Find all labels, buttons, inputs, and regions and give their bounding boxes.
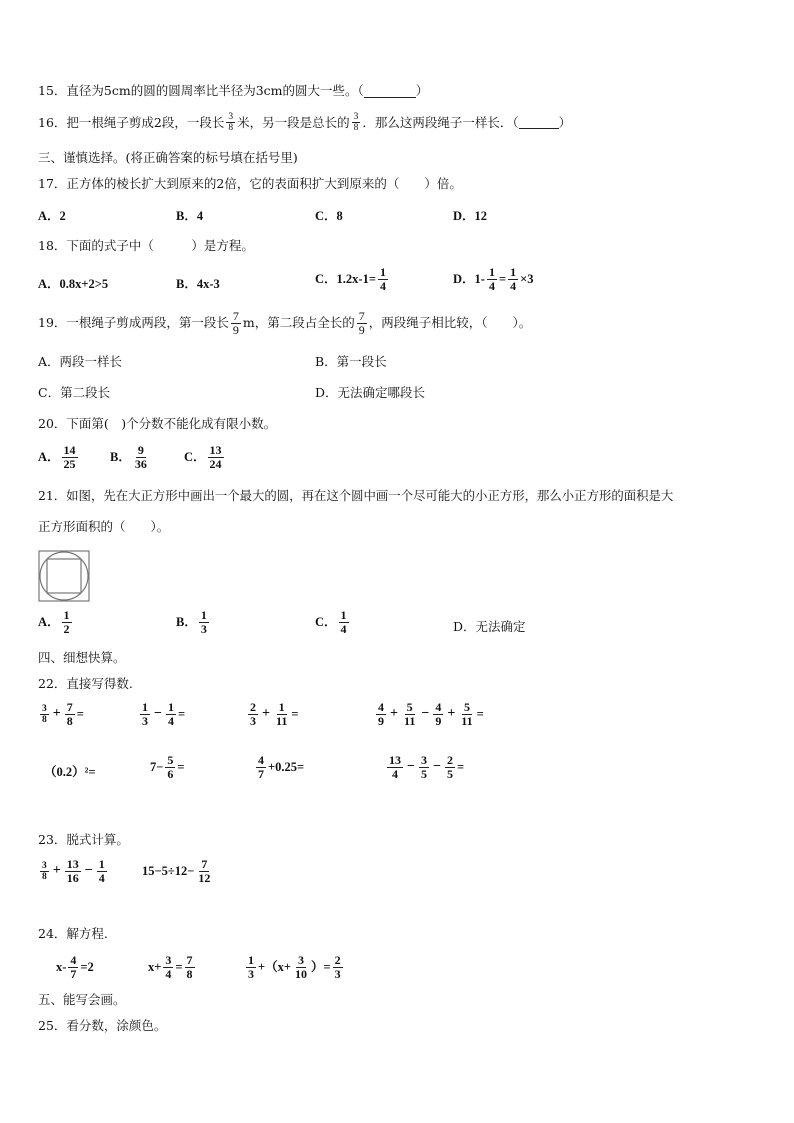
- numerator: 2: [446, 753, 453, 767]
- numerator: 13: [66, 857, 79, 871]
- equals-sign: =: [456, 760, 465, 775]
- numerator: 5: [463, 700, 470, 714]
- question-19-post: ，两段绳子相比较，（ ）。: [368, 315, 532, 331]
- fraction: [246, 954, 256, 981]
- numerator: 1: [379, 265, 386, 279]
- equation: [148, 954, 197, 981]
- numerator: 4: [378, 700, 384, 714]
- expression: [38, 701, 84, 728]
- denominator: 11: [403, 713, 416, 728]
- section-4-heading: 四、细想快算。: [38, 650, 126, 665]
- denominator: 3: [142, 713, 148, 728]
- denominator: 7: [258, 766, 264, 781]
- option-b[interactable]: [176, 609, 211, 636]
- fraction: [62, 444, 78, 471]
- denominator: 9: [358, 322, 365, 337]
- denominator: 8: [66, 713, 73, 728]
- question-21-line1: 21．如图，先在大正方形中画出一个最大的圆，再在这个圆中画一个尽可能大的小正方形，那么小正方形的面积是大: [38, 488, 674, 503]
- fraction: [376, 701, 386, 728]
- numerator: 7: [232, 309, 239, 323]
- fraction: [68, 954, 78, 981]
- fraction: [65, 701, 75, 728]
- numerator: 13: [209, 443, 222, 457]
- numerator: 7: [66, 700, 73, 714]
- fraction: [140, 701, 150, 728]
- fraction: [293, 954, 309, 981]
- operator: −: [421, 706, 430, 722]
- fraction: [133, 444, 149, 471]
- fraction: [419, 754, 429, 781]
- denominator: 3: [250, 713, 256, 728]
- fraction: [199, 609, 209, 636]
- option-a[interactable]: A．两段一样长: [38, 354, 123, 369]
- equals-sign: =: [175, 960, 183, 975]
- numerator: 1: [167, 700, 174, 714]
- denominator: 24: [209, 456, 222, 471]
- denominator: 8: [228, 123, 234, 134]
- equation-text: ）=: [311, 960, 331, 975]
- question-20-stem: 20．下面第( )个分数不能化成有限小数。: [38, 416, 277, 431]
- numerator: 7: [201, 857, 208, 871]
- numerator: 3: [298, 953, 304, 967]
- numerator: 1: [248, 953, 254, 967]
- option-d-text: D．1-: [453, 272, 485, 287]
- numerator: 1: [142, 700, 148, 714]
- denominator: 4: [488, 278, 495, 293]
- denominator: 4: [379, 278, 386, 293]
- question-23-stem: 23．脱式计算。: [38, 832, 129, 847]
- denominator: 4: [392, 766, 398, 781]
- question-16-post: ．那么这两段绳子一样长．（: [362, 114, 519, 130]
- equation: [244, 954, 345, 981]
- fraction: [185, 954, 195, 981]
- equals-sign: =: [476, 707, 484, 722]
- operator: −: [84, 863, 93, 879]
- option-label: C．: [315, 615, 337, 630]
- denominator: 8: [42, 871, 47, 882]
- fraction: [226, 112, 235, 134]
- numerator: 7: [358, 309, 365, 323]
- fraction: [333, 954, 343, 981]
- option-b[interactable]: B．4x-3: [176, 277, 220, 291]
- option-d[interactable]: D．无法确定: [453, 619, 526, 634]
- denominator: 4: [165, 966, 172, 981]
- equals-sign: =: [177, 760, 185, 775]
- denominator: 9: [435, 713, 442, 728]
- denominator: 10: [295, 966, 307, 981]
- option-b[interactable]: [110, 444, 151, 471]
- fraction: [433, 701, 443, 728]
- denominator: 8: [186, 966, 193, 981]
- fraction: [165, 754, 175, 781]
- expression: [385, 754, 464, 781]
- numerator: 1: [278, 700, 285, 714]
- option-d[interactable]: D．无法确定哪段长: [315, 385, 426, 400]
- numerator: 1: [200, 608, 207, 622]
- denominator: 2: [63, 621, 70, 636]
- denominator: 9: [232, 322, 239, 337]
- option-a[interactable]: A．2: [38, 209, 66, 223]
- fraction: [65, 858, 81, 885]
- numerator: 2: [250, 700, 256, 714]
- expression: [254, 754, 304, 781]
- denominator: 7: [70, 966, 77, 981]
- operator: −: [432, 759, 441, 775]
- option-d[interactable]: D．12: [453, 209, 488, 223]
- fraction: [97, 858, 107, 885]
- option-c[interactable]: [315, 266, 390, 293]
- equals-sign: =: [177, 707, 186, 722]
- numerator: 3: [165, 953, 172, 967]
- expression-text: +0.25=: [268, 760, 305, 775]
- question-18-stem: 18．下面的式子中（ ）是方程。: [38, 238, 254, 253]
- question-16-pre: 16．把一根绳子剪成2段，一段长: [38, 114, 225, 130]
- fraction: [402, 701, 417, 728]
- denominator: 4: [510, 278, 517, 293]
- equals-sign: =: [498, 272, 507, 287]
- fraction: [339, 609, 349, 636]
- numerator: 1: [340, 608, 347, 622]
- operator: +: [447, 706, 456, 722]
- fraction: [487, 266, 497, 293]
- question-19-stem: [38, 310, 531, 337]
- option-a[interactable]: A．0.8x+2>5: [38, 277, 109, 291]
- numerator: 3: [420, 753, 427, 767]
- numerator: 3: [42, 860, 47, 871]
- expression-text: 7−: [150, 760, 164, 775]
- question-24-stem: 24．解方程.: [38, 926, 108, 941]
- expression: [150, 754, 185, 781]
- expression: [142, 858, 214, 885]
- option-d[interactable]: [453, 266, 533, 293]
- denominator: 3: [248, 966, 254, 981]
- numerator: 3: [228, 112, 234, 122]
- question-25-stem: 25．看分数，涂颜色。: [38, 1018, 167, 1033]
- denominator: 4: [98, 870, 105, 885]
- question-15-close: ）: [415, 83, 429, 99]
- question-16: [38, 112, 571, 134]
- expression: [374, 701, 484, 728]
- question-19-pre: 19．一根绳子剪成两段，第一段长: [38, 315, 229, 331]
- option-b[interactable]: B．4: [176, 209, 204, 223]
- option-label: C．: [184, 450, 206, 465]
- operator: +: [52, 863, 61, 879]
- numerator: 4: [70, 953, 77, 967]
- numerator: 3: [353, 112, 359, 122]
- denominator: 4: [340, 621, 347, 636]
- answer-blank-16[interactable]: [519, 116, 559, 129]
- question-16-close: ）: [558, 114, 572, 130]
- expression: [138, 701, 185, 728]
- option-label: A．: [38, 615, 60, 630]
- question-21-line2: 正方形面积的（ ）。: [38, 519, 170, 534]
- denominator: 12: [198, 870, 211, 885]
- fraction: [248, 701, 258, 728]
- fraction: [231, 310, 241, 337]
- numerator: 3: [42, 703, 47, 714]
- fraction: [40, 861, 49, 883]
- denominator: 11: [275, 713, 288, 728]
- equation-text: x-: [56, 960, 67, 975]
- operator: +: [262, 706, 270, 722]
- denominator: 9: [378, 713, 384, 728]
- option-a[interactable]: [38, 609, 74, 636]
- expression: [38, 858, 109, 885]
- denominator: 8: [353, 123, 359, 134]
- fraction: [508, 266, 518, 293]
- operator: +: [390, 706, 398, 722]
- option-c[interactable]: [315, 609, 351, 636]
- fraction: [256, 754, 266, 781]
- fraction: [387, 754, 403, 781]
- denominator: 5: [420, 766, 427, 781]
- option-d-tail: ×3: [520, 272, 534, 287]
- equation: [56, 954, 94, 981]
- equation-text: +（x+: [258, 960, 291, 975]
- denominator: 6: [167, 766, 174, 781]
- question-15-text: 15．直径为5cm的圆的圆周率比半径为3cm的圆大一些。（: [38, 83, 364, 99]
- denominator: 3: [200, 621, 207, 636]
- denominator: 11: [461, 713, 473, 728]
- question-16-mid: 米，另一段是总长的: [237, 114, 350, 130]
- numerator: 9: [137, 443, 144, 457]
- square-circle-figure: [38, 550, 90, 602]
- question-19-mid: m，第二段占全长的: [242, 315, 355, 331]
- option-a[interactable]: [38, 444, 80, 471]
- expression-text: 15−5÷12−: [142, 864, 195, 879]
- option-label: A．: [38, 450, 60, 465]
- denominator: 16: [66, 870, 79, 885]
- numerator: 7: [186, 953, 193, 967]
- small-square: [47, 559, 81, 593]
- option-b[interactable]: B．第一段长: [315, 354, 387, 369]
- answer-blank-15[interactable]: [364, 85, 416, 98]
- fraction: [62, 609, 72, 636]
- numerator: 1: [510, 265, 517, 279]
- numerator: 4: [435, 700, 442, 714]
- denominator: 8: [42, 714, 47, 725]
- fraction: [166, 701, 176, 728]
- denominator: 4: [167, 713, 174, 728]
- fraction: [163, 954, 173, 981]
- fraction: [445, 754, 455, 781]
- fraction: [208, 444, 224, 471]
- fraction: [459, 701, 474, 728]
- denominator: 36: [134, 456, 147, 471]
- section-5-heading: 五、能写会画。: [38, 992, 126, 1007]
- denominator: 5: [446, 766, 453, 781]
- equation-text: x+: [148, 960, 162, 975]
- equation-text: =2: [80, 960, 94, 975]
- operator: −: [154, 706, 162, 722]
- numerator: 4: [258, 753, 264, 767]
- expression: [246, 701, 298, 728]
- fraction: [274, 701, 289, 728]
- numerator: 2: [334, 953, 341, 967]
- option-c-text: C．1.2x-1=: [315, 272, 376, 287]
- fraction: [357, 310, 367, 337]
- fraction: [352, 112, 361, 134]
- option-label: B．: [110, 450, 131, 465]
- operator: +: [52, 706, 61, 722]
- numerator: 1: [63, 608, 70, 622]
- numerator: 1: [488, 265, 495, 279]
- denominator: 25: [63, 456, 76, 471]
- section-3-heading: 三、谨慎选择。(将正确答案的标号填在括号里): [38, 150, 298, 165]
- fraction: [378, 266, 388, 293]
- operator: −: [407, 759, 415, 775]
- numerator: 1: [98, 857, 105, 871]
- equals-sign: =: [76, 707, 84, 722]
- option-label: B．: [176, 615, 197, 630]
- option-c[interactable]: C．第二段长: [38, 385, 111, 400]
- denominator: 3: [334, 966, 341, 981]
- fraction: [40, 704, 49, 726]
- question-22-stem: 22．直接写得数.: [38, 676, 133, 691]
- expression: （0.2）²=: [44, 765, 96, 779]
- numerator: 13: [389, 753, 401, 767]
- numerator: 5: [167, 753, 174, 767]
- option-c[interactable]: [184, 444, 226, 471]
- fraction: [196, 858, 212, 885]
- question-17-stem: 17．正方体的棱长扩大到原来的2倍，它的表面积扩大到原来的（ ）倍。: [38, 176, 462, 191]
- question-15: [38, 85, 428, 98]
- equals-sign: =: [291, 707, 299, 722]
- numerator: 5: [406, 700, 413, 714]
- option-c[interactable]: C．8: [315, 209, 343, 223]
- numerator: 14: [63, 443, 76, 457]
